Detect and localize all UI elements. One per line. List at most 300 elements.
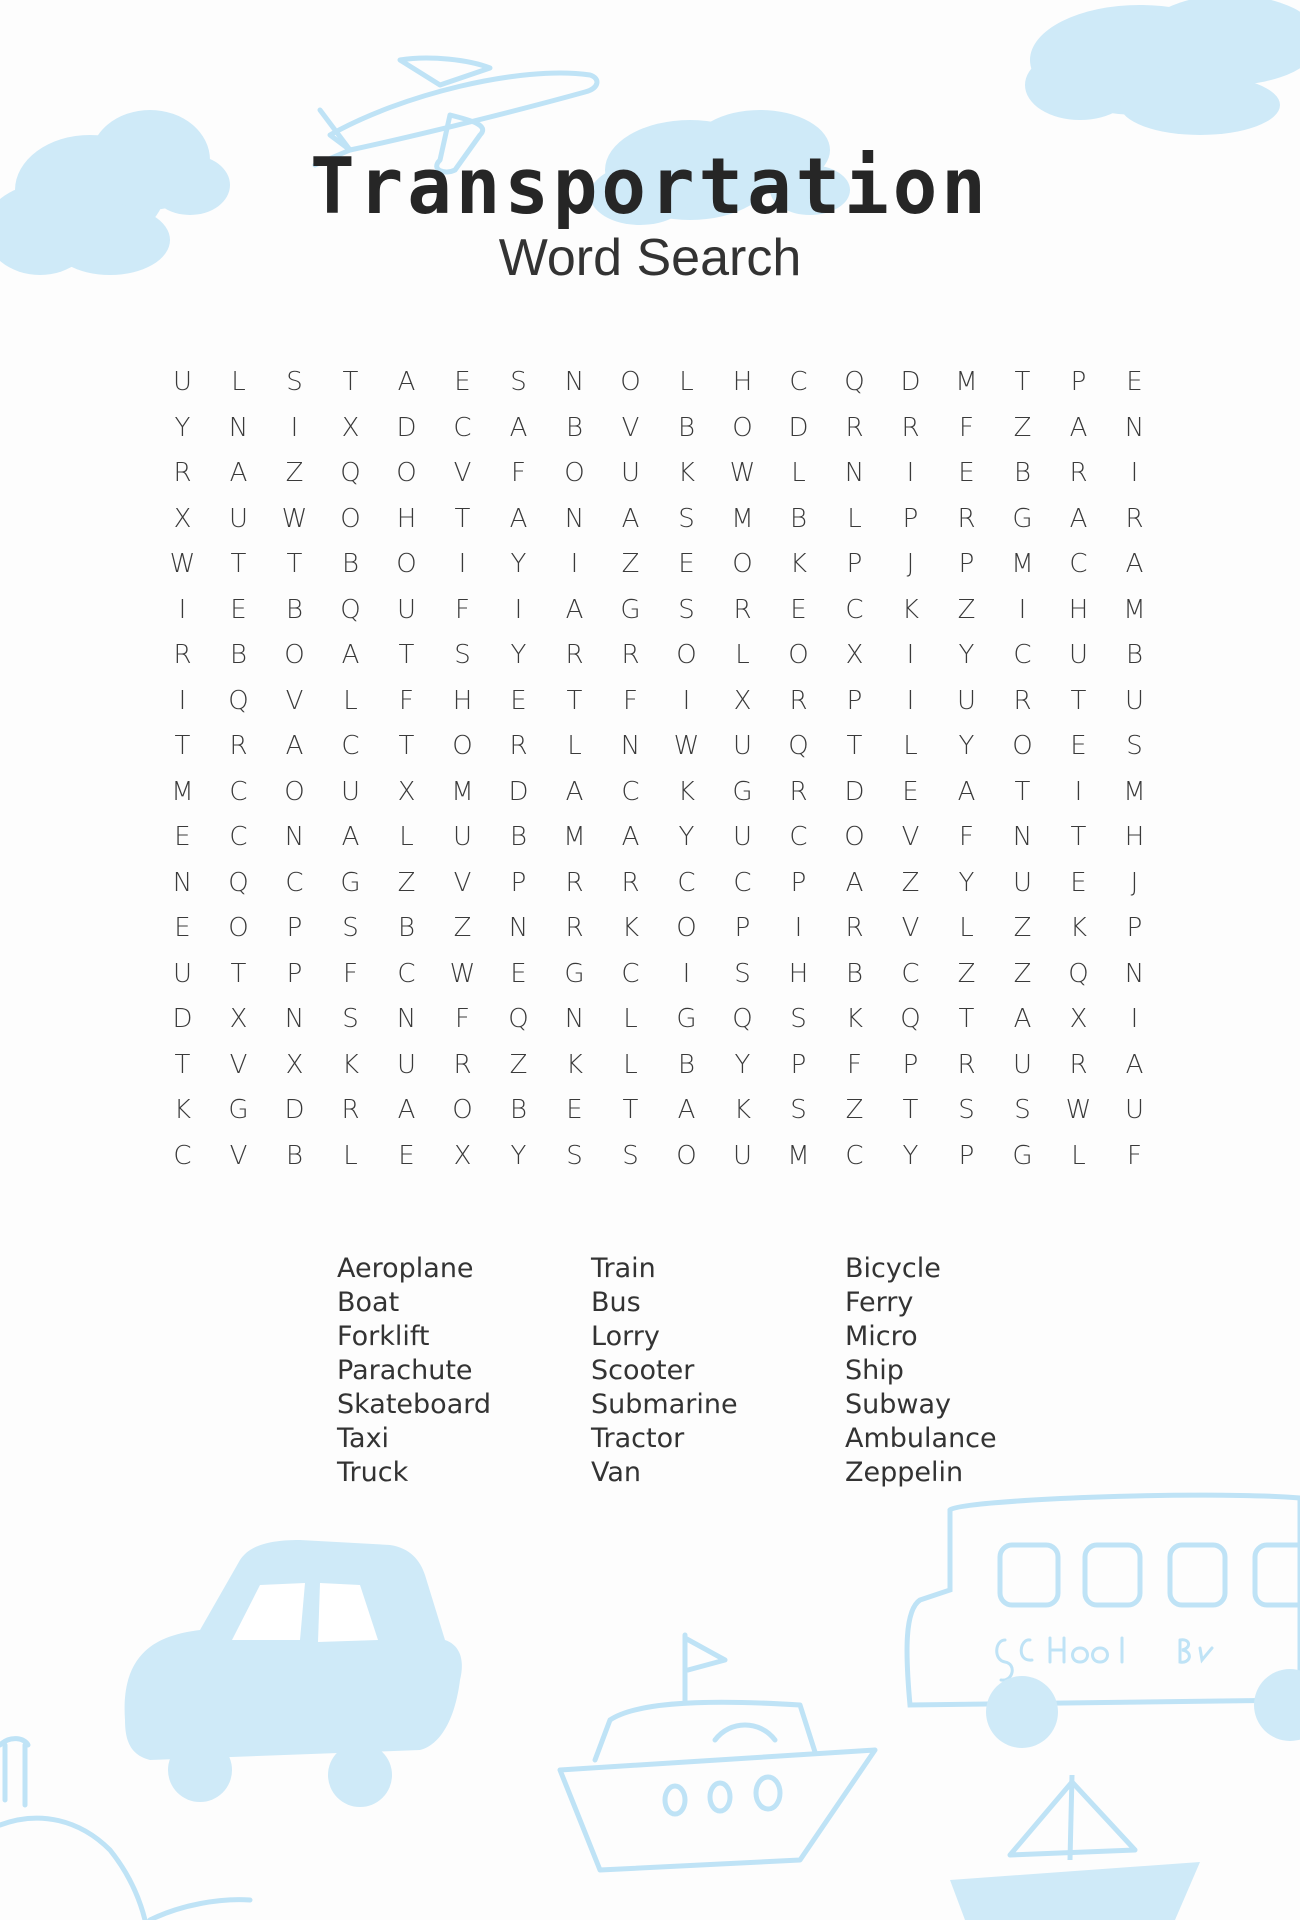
grid-letter: L	[343, 1140, 359, 1171]
word-list-item: Submarine	[591, 1389, 738, 1420]
grid-letter: N	[284, 822, 306, 852]
grid-letter: T	[566, 685, 584, 716]
grid-letter: Y	[510, 549, 528, 579]
grid-letter: W	[1065, 1095, 1093, 1125]
grid-letter: B	[285, 594, 305, 625]
grid-letter: P	[958, 1140, 976, 1171]
grid-letter: C	[397, 958, 417, 989]
grid-letter: U	[396, 594, 418, 625]
grid-letter: E	[1070, 867, 1088, 898]
grid-letter: P	[510, 867, 528, 898]
grid-letter: Q	[788, 731, 810, 761]
word-list-item: Scooter	[591, 1355, 695, 1386]
grid-letter: C	[901, 958, 921, 989]
grid-letter: C	[845, 594, 865, 625]
grid-letter: Z	[1013, 958, 1033, 989]
word-list-item: Subway	[845, 1389, 951, 1420]
grid-letter: E	[230, 594, 248, 625]
grid-letter: L	[679, 367, 695, 397]
grid-letter: S	[342, 1004, 360, 1034]
grid-letter: E	[678, 549, 696, 579]
grid-letter: V	[621, 412, 641, 443]
grid-letter: W	[449, 958, 477, 989]
boat-icon	[560, 1635, 875, 1870]
grid-letter: E	[510, 958, 528, 989]
grid-letter: M	[563, 822, 587, 852]
grid-letter: E	[790, 594, 808, 625]
grid-letter: O	[732, 412, 754, 443]
grid-letter: K	[565, 1049, 585, 1080]
grid-letter: K	[173, 1095, 193, 1125]
grid-letter: R	[453, 1049, 473, 1080]
grid-letter: Z	[285, 458, 305, 488]
grid-letter: I	[178, 594, 188, 625]
grid-letter: H	[396, 503, 418, 534]
grid-letter: P	[734, 913, 752, 943]
grid-letter: P	[286, 913, 304, 943]
grid-letter: P	[846, 685, 864, 716]
grid-letter: B	[565, 412, 585, 443]
grid-letter: T	[398, 731, 416, 761]
grid-letter: S	[790, 1095, 808, 1125]
grid-letter: Q	[340, 594, 362, 625]
grid-letter: Z	[957, 958, 977, 989]
grid-letter: Y	[174, 412, 192, 443]
grid-letter: T	[1014, 367, 1032, 397]
grid-letter: M	[731, 503, 755, 534]
word-list-item: Ambulance	[845, 1423, 997, 1454]
grid-letter: G	[1012, 1140, 1034, 1171]
grid-letter: A	[397, 1095, 417, 1125]
word-list-item: Lorry	[591, 1321, 660, 1352]
word-list-item: Zeppelin	[845, 1457, 964, 1488]
grid-letter: B	[285, 1140, 305, 1171]
grid-letter: F	[959, 822, 975, 852]
grid-letter: N	[620, 731, 642, 761]
grid-letter: T	[174, 1049, 192, 1080]
word-list-item: Skateboard	[337, 1389, 492, 1420]
grid-letter: R	[173, 458, 193, 488]
grid-letter: N	[564, 503, 586, 534]
page-title: Transportation	[310, 141, 990, 233]
grid-letter: W	[281, 503, 309, 534]
cloud-icon	[1025, 0, 1300, 135]
grid-letter: I	[1130, 458, 1140, 488]
grid-letter: R	[565, 913, 585, 943]
grid-letter: Q	[900, 1004, 922, 1034]
grid-letter: F	[399, 685, 415, 716]
grid-letter: H	[732, 367, 754, 397]
grid-letter: W	[169, 549, 197, 579]
grid-letter: T	[174, 731, 192, 761]
grid-letter: N	[172, 867, 194, 898]
word-list-item: Truck	[337, 1457, 409, 1488]
grid-letter: K	[845, 1004, 865, 1034]
grid-letter: C	[285, 867, 305, 898]
grid-letter: T	[286, 549, 304, 579]
grid-letter: B	[229, 640, 249, 670]
grid-letter: D	[172, 1004, 194, 1034]
grid-letter: G	[1012, 503, 1034, 534]
grid-letter: T	[846, 731, 864, 761]
grid-letter: O	[396, 458, 418, 488]
grid-letter: A	[1069, 412, 1089, 443]
grid-letter: D	[844, 776, 866, 807]
grid-letter: X	[341, 412, 361, 443]
grid-letter: D	[284, 1095, 306, 1125]
grid-letter: V	[901, 822, 921, 852]
grid-letter: Z	[509, 1049, 529, 1080]
grid-letter: D	[788, 412, 810, 443]
grid-letter: R	[341, 1095, 361, 1125]
grid-letter: I	[1018, 594, 1028, 625]
grid-letter: T	[230, 958, 248, 989]
grid-letter: U	[172, 958, 194, 989]
grid-letter: R	[565, 867, 585, 898]
grid-letter: O	[676, 1140, 698, 1171]
grid-letter: O	[452, 731, 474, 761]
word-list-item: Van	[591, 1457, 642, 1488]
grid-letter: P	[1126, 913, 1144, 943]
grid-letter: U	[732, 1140, 754, 1171]
grid-letter: I	[794, 913, 804, 943]
grid-letter: O	[564, 458, 586, 488]
grid-letter: L	[623, 1049, 639, 1080]
grid-letter: E	[510, 685, 528, 716]
grid-letter: P	[790, 1049, 808, 1080]
grid-letter: Y	[734, 1049, 752, 1080]
word-list-column	[337, 1252, 591, 1490]
grid-letter: P	[286, 958, 304, 989]
grid-letter: Z	[621, 549, 641, 579]
grid-letter: I	[178, 685, 188, 716]
grid-letter: Y	[678, 822, 696, 852]
school-bus-icon	[907, 1495, 1300, 1748]
grid-letter: B	[1013, 458, 1033, 488]
grid-letter: I	[290, 412, 300, 443]
grid-letter: R	[173, 640, 193, 670]
word-list-item: Micro	[845, 1321, 918, 1352]
grid-letter: U	[1012, 867, 1034, 898]
grid-letter: E	[958, 458, 976, 488]
grid-letter: E	[454, 367, 472, 397]
grid-letter: Q	[844, 367, 866, 397]
grid-letter: R	[1069, 458, 1089, 488]
grid-letter: Z	[845, 1095, 865, 1125]
grid-letter: E	[566, 1095, 584, 1125]
page-subtitle: Word Search	[498, 229, 802, 287]
grid-letter: W	[673, 731, 701, 761]
grid-letter: I	[906, 458, 916, 488]
grid-letter: R	[565, 640, 585, 670]
grid-letter: B	[677, 412, 697, 443]
grid-letter: X	[229, 1004, 249, 1034]
grid-letter: C	[453, 412, 473, 443]
grid-letter: B	[397, 913, 417, 943]
grid-letter: R	[901, 412, 921, 443]
grid-letter: N	[284, 1004, 306, 1034]
grid-letter: K	[733, 1095, 753, 1125]
grid-letter: R	[957, 1049, 977, 1080]
grid-letter: G	[564, 958, 586, 989]
grid-letter: K	[677, 458, 697, 488]
grid-letter: H	[788, 958, 810, 989]
grid-letter: N	[844, 458, 866, 488]
grid-letter: K	[341, 1049, 361, 1080]
grid-letter: A	[565, 594, 585, 625]
grid-letter: U	[452, 822, 474, 852]
grid-letter: K	[1069, 913, 1089, 943]
grid-letter: Y	[510, 640, 528, 670]
grid-letter: T	[958, 1004, 976, 1034]
grid-letter: N	[396, 1004, 418, 1034]
grid-letter: L	[567, 731, 583, 761]
grid-letter: Q	[732, 1004, 754, 1034]
grid-letter: X	[845, 640, 865, 670]
grid-letter: A	[285, 731, 305, 761]
grid-letter: U	[1068, 640, 1090, 670]
grid-letter: L	[903, 731, 919, 761]
word-list-item: Ferry	[845, 1287, 914, 1318]
grid-letter: C	[1013, 640, 1033, 670]
word-list-column	[591, 1252, 845, 1490]
grid-letter: S	[566, 1140, 584, 1171]
grid-letter: K	[789, 549, 809, 579]
grid-letter: X	[1069, 1004, 1089, 1034]
grid-letter: U	[1012, 1049, 1034, 1080]
grid-letter: X	[733, 685, 753, 716]
grid-letter: V	[453, 458, 473, 488]
grid-letter: C	[341, 731, 361, 761]
grid-letter: Z	[901, 867, 921, 898]
grid-letter: Y	[958, 640, 976, 670]
grid-letter: J	[906, 549, 916, 579]
grid-letter: A	[1013, 1004, 1033, 1034]
grid-letter: O	[396, 549, 418, 579]
grid-letter: C	[733, 867, 753, 898]
grid-letter: A	[621, 503, 641, 534]
grid-letter: Y	[958, 867, 976, 898]
grid-letter: X	[285, 1049, 305, 1080]
grid-letter: R	[509, 731, 529, 761]
grid-letter: S	[510, 367, 528, 397]
grid-letter: T	[230, 549, 248, 579]
grid-letter: I	[906, 640, 916, 670]
grid-letter: T	[1070, 822, 1088, 852]
grid-letter: H	[1068, 594, 1090, 625]
grid-letter: G	[732, 776, 754, 807]
grid-letter: L	[1071, 1140, 1087, 1171]
word-list-item: Boat	[337, 1287, 400, 1318]
grid-letter: Q	[228, 867, 250, 898]
grid-letter: O	[788, 640, 810, 670]
grid-letter: A	[565, 776, 585, 807]
car-icon	[125, 1540, 462, 1807]
grid-letter: A	[1069, 503, 1089, 534]
grid-letter: L	[847, 503, 863, 534]
grid-letter: C	[621, 776, 641, 807]
grid-letter: D	[900, 367, 922, 397]
grid-letter: B	[789, 503, 809, 534]
grid-letter: N	[564, 1004, 586, 1034]
grid-letter: R	[1125, 503, 1145, 534]
grid-letter: Q	[340, 458, 362, 488]
grid-letter: S	[342, 913, 360, 943]
grid-letter: G	[620, 594, 642, 625]
grid-letter: M	[1011, 549, 1035, 579]
grid-letter: C	[845, 1140, 865, 1171]
grid-letter: B	[677, 1049, 697, 1080]
grid-letter: R	[733, 594, 753, 625]
grid-letter: M	[451, 776, 475, 807]
grid-letter: F	[343, 958, 359, 989]
word-list-item: Aeroplane	[337, 1253, 474, 1284]
grid-letter: T	[1070, 685, 1088, 716]
grid-letter: P	[1070, 367, 1088, 397]
grid-letter: O	[844, 822, 866, 852]
grid-letter: F	[623, 685, 639, 716]
grid-letter: J	[1130, 867, 1140, 898]
grid-letter: O	[732, 549, 754, 579]
grid-letter: I	[1074, 776, 1084, 807]
grid-letter: H	[1124, 822, 1146, 852]
grid-letter: R	[1069, 1049, 1089, 1080]
grid-letter: A	[621, 822, 641, 852]
grid-letter: P	[958, 549, 976, 579]
grid-letter: I	[682, 958, 692, 989]
grid-letter: U	[1124, 685, 1146, 716]
grid-letter: Q	[508, 1004, 530, 1034]
grid-letter: R	[229, 731, 249, 761]
grid-letter: K	[621, 913, 641, 943]
grid-letter: F	[847, 1049, 863, 1080]
grid-letter: L	[343, 685, 359, 716]
word-list-item: Tractor	[591, 1423, 685, 1454]
grid-letter: S	[454, 640, 472, 670]
grid-letter: O	[1012, 731, 1034, 761]
grid-letter: Q	[1068, 958, 1090, 989]
grid-letter: O	[620, 367, 642, 397]
grid-letter: K	[677, 776, 697, 807]
grid-letter: F	[455, 1004, 471, 1034]
grid-letter: O	[284, 640, 306, 670]
grid-letter: O	[340, 503, 362, 534]
grid-letter: V	[453, 867, 473, 898]
grid-letter: S	[1126, 731, 1144, 761]
grid-letter: Q	[228, 685, 250, 716]
grid-letter: L	[791, 458, 807, 488]
grid-letter: A	[341, 640, 361, 670]
grid-letter: A	[341, 822, 361, 852]
grid-letter: S	[1014, 1095, 1032, 1125]
sailboat-icon	[950, 1775, 1200, 1920]
grid-letter: M	[1123, 776, 1147, 807]
grid-letter: U	[396, 1049, 418, 1080]
grid-letter: I	[458, 549, 468, 579]
grid-letter: N	[1124, 958, 1146, 989]
word-list	[337, 1252, 1099, 1490]
grid-letter: R	[789, 685, 809, 716]
grid-letter: Z	[1013, 412, 1033, 443]
grid-letter: F	[511, 458, 527, 488]
grid-letter: B	[1125, 640, 1145, 670]
grid-letter: W	[729, 458, 757, 488]
grid-letter: A	[509, 412, 529, 443]
grid-letter: R	[957, 503, 977, 534]
grid-letter: G	[340, 867, 362, 898]
grid-letter: S	[678, 503, 696, 534]
grid-letter: O	[284, 776, 306, 807]
grid-letter: N	[228, 412, 250, 443]
grid-letter: B	[509, 1095, 529, 1125]
grid-letter: H	[452, 685, 474, 716]
grid-letter: C	[1069, 549, 1089, 579]
grid-letter: T	[622, 1095, 640, 1125]
grid-letter: R	[789, 776, 809, 807]
grid-letter: P	[902, 503, 920, 534]
grid-letter: Z	[957, 594, 977, 625]
grid-letter: S	[734, 958, 752, 989]
grid-letter: L	[959, 913, 975, 943]
grid-letter: O	[676, 913, 698, 943]
grid-letter: B	[509, 822, 529, 852]
grid-letter: E	[174, 913, 192, 943]
grid-letter: R	[621, 640, 641, 670]
grid-letter: L	[623, 1004, 639, 1034]
grid-letter: O	[452, 1095, 474, 1125]
grid-letter: O	[228, 913, 250, 943]
grid-letter: I	[906, 685, 916, 716]
grid-letter: Z	[397, 867, 417, 898]
word-list-item: Parachute	[337, 1355, 473, 1386]
grid-letter: U	[956, 685, 978, 716]
grid-letter: N	[564, 367, 586, 397]
grid-letter: U	[732, 731, 754, 761]
grid-letter: B	[845, 958, 865, 989]
grid-letter: C	[229, 822, 249, 852]
grid-letter: N	[1124, 412, 1146, 443]
grid-letter: D	[396, 412, 418, 443]
grid-letter: P	[902, 1049, 920, 1080]
grid-letter: U	[340, 776, 362, 807]
grid-letter: V	[285, 685, 305, 716]
grid-letter: R	[1013, 685, 1033, 716]
grid-letter: L	[735, 640, 751, 670]
word-list-column	[845, 1252, 1099, 1490]
grid-letter: R	[845, 913, 865, 943]
grid-letter: U	[620, 458, 642, 488]
grid-letter: L	[231, 367, 247, 397]
word-list-item: Forklift	[337, 1321, 430, 1352]
grid-letter: B	[341, 549, 361, 579]
grid-letter: E	[1070, 731, 1088, 761]
grid-letter: A	[845, 867, 865, 898]
grid-letter: T	[398, 640, 416, 670]
word-list-item: Bus	[591, 1287, 641, 1318]
grid-letter: K	[901, 594, 921, 625]
word-list-item: Bicycle	[845, 1253, 941, 1284]
grid-letter: I	[682, 685, 692, 716]
grid-letter: C	[677, 867, 697, 898]
grid-letter: C	[229, 776, 249, 807]
grid-letter: U	[732, 822, 754, 852]
grid-letter: G	[676, 1004, 698, 1034]
grid-letter: M	[787, 1140, 811, 1171]
grid-letter: X	[397, 776, 417, 807]
grid-letter: S	[790, 1004, 808, 1034]
grid-letter: V	[229, 1049, 249, 1080]
grid-letter: S	[678, 594, 696, 625]
